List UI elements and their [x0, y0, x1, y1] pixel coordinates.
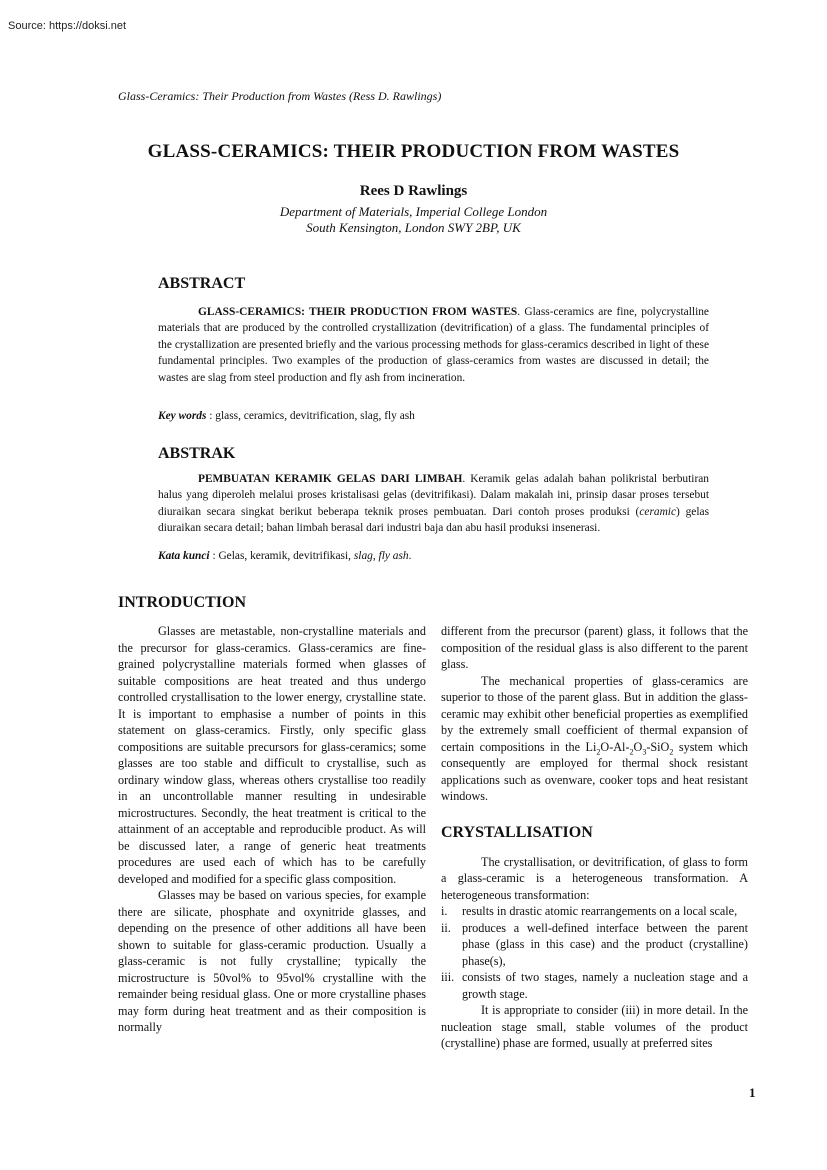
- paper-title: GLASS-CERAMICS: THEIR PRODUCTION FROM WASTES: [147, 141, 680, 162]
- intro-paragraph-4: [441, 673, 748, 805]
- abstrak-text: . Keramik gelas adalah bahan polikristal berbutiran halus yang diperoleh melalui proses kristalisasi gelas (devitrifikasi). Dalam makalah ini, prinsip dasar proses tersebut diuraikan secara singkat berikut beberapa teknik proses pembuatan. Dari contoh proses produksi (: [158, 473, 710, 518]
- subscript: 2: [669, 746, 674, 756]
- p4-text: The mechanical properties of glass-ceramics are superior to those of the parent glass. But in addition the glass-ceramic may exhibit other beneficial properties as exemplified by the extremely small coefficient of thermal expansion of certain compositions in the Li: [441, 673, 748, 754]
- kata-kunci-sep: ,: [372, 550, 379, 562]
- keywords-text: : glass, ceramics, devitrification, slag, fly ash: [206, 410, 415, 422]
- subscript: 2: [629, 746, 634, 756]
- abstract-heading: ABSTRACT: [158, 275, 246, 292]
- abstract-body: [158, 304, 709, 386]
- affiliation-line: Department of Materials, Imperial College London: [279, 204, 548, 219]
- p4-text: O-Al-: [600, 739, 630, 754]
- source-note: Source: https://doksi.net: [8, 20, 127, 32]
- introduction-heading: INTRODUCTION: [118, 594, 247, 611]
- running-head: Glass-Ceramics: Their Production from Wastes (Ress D. Rawlings): [118, 89, 442, 103]
- abstrak-keywords: [158, 550, 411, 562]
- cryst-paragraph-2: It is appropriate to consider (iii) in more detail. In the nucleation stage small, stable volumes of the product (crystalline) phase are formed, usually at preferred sites: [441, 1003, 748, 1050]
- p4-text: system which consequently are employed for thermal shock resistant applications such as ovenware, cooker tops and heat resistant windows.: [441, 739, 748, 803]
- cryst-list: [441, 903, 748, 1002]
- list-text: produces a well-defined interface between the parent phase (glass in this case) and the product (crystalline) phase(s),: [462, 920, 748, 968]
- subscript: 3: [642, 746, 647, 756]
- list-num: i.: [441, 904, 448, 918]
- right-column: [441, 623, 748, 1052]
- abstract-keywords: [158, 410, 415, 422]
- affiliation-line: South Kensington, London SWY 2BP, UK: [306, 220, 521, 235]
- p4-text: O: [633, 739, 643, 754]
- affiliation: [0, 204, 827, 236]
- abstrak-body: [158, 471, 709, 537]
- kata-kunci-text: : Gelas, keramik, devitrifikasi,: [209, 550, 354, 562]
- list-num: iii.: [441, 970, 455, 984]
- keywords-label: Key words: [158, 410, 207, 422]
- list-item: [441, 903, 748, 920]
- p4-text: -SiO: [646, 739, 670, 754]
- page-number: 1: [749, 1085, 756, 1100]
- left-column: [118, 623, 426, 1036]
- list-num: ii.: [441, 920, 451, 935]
- abstrak-italic: ceramic: [639, 505, 677, 518]
- abstrak-text-end: ) gelas diuraikan secara detail; bahan limbah berasal dari industri baja dan abu hasil produksi insenerasi.: [158, 505, 709, 535]
- kata-kunci-slag: slag: [353, 550, 373, 562]
- kata-kunci-end: .: [408, 550, 412, 562]
- cryst-paragraph-1: The crystallisation, or devitrification, of glass to form a glass-ceramic is a heterogeneous transformation. A heterogeneous transformation:: [441, 854, 748, 902]
- intro-paragraph-1: Glasses are metastable, non-crystalline materials and the precursor for glass-ceramics. Glass-ceramics are fine-grained polycrystalline materials formed when glasses of suitable compositions are heat treated and thus undergo controlled crystallisation to the lower energy, crystalline state. It is important to emphasise a number of points in this statement on glass-ceramics. Firstly, only specific glass compositions are suitable precursors for glass-ceramics; some glasses are too stable and difficult to crystallise, such as ordinary window glass, whereas others crystallise too readily in an uncontrollable manner resulting in undesirable microstructures. Secondly, the heat treatment is critical to the attainment of an acceptable and reproducible product. As will be discussed later, a range of generic heat treatments procedures are used each of which has to be carefully developed and modified for a specific glass composition.: [118, 624, 426, 886]
- abstract-lead: GLASS-CERAMICS: THEIR PRODUCTION FROM WASTES: [198, 306, 518, 318]
- kata-kunci-flyash: fly ash: [378, 550, 409, 562]
- abstrak-heading: ABSTRAK: [158, 445, 236, 462]
- kata-kunci-label: Kata kunci: [158, 550, 210, 562]
- abstrak-lead: PEMBUATAN KERAMIK GELAS DARI LIMBAH: [198, 473, 463, 485]
- list-item: [441, 920, 748, 970]
- subscript: 2: [596, 746, 601, 756]
- list-item: [441, 969, 748, 1002]
- author-name: Rees D Rawlings: [359, 183, 468, 199]
- intro-paragraph-2: Glasses may be based on various species, for example there are silicate, phosphate and oxynitride glasses, and depending on the presence of other additions all have been shown to suitable for glass-ceramic production. Usually a glass-ceramic is not fully crystalline; typically the microstructure is 50vol% to 95vol% crystalline with the remainder being residual glass. One or more crystalline phases may form during heat treatment and as their composition is normally: [118, 888, 426, 1034]
- list-text: consists of two stages, namely a nucleation stage and a growth stage.: [462, 970, 748, 1001]
- abstract-text: . Glass-ceramics are fine, polycrystalline materials that are produced by the controlled crystallization (devitrification) of a glass. The fundamental principles of the crystallization are presented briefly and the various processing methods for glass-ceramics described in light of these fundamental principles. Two examples of the production of glass-ceramics from wastes are discussed in detail; the wastes are slag from steel production and fly ash from incineration.: [158, 306, 709, 384]
- list-text: results in drastic atomic rearrangements on a local scale,: [462, 904, 738, 918]
- crystallisation-heading: CRYSTALLISATION: [441, 823, 593, 841]
- intro-paragraph-3: different from the precursor (parent) glass, it follows that the composition of the residual glass is also different to the parent glass.: [441, 624, 748, 671]
